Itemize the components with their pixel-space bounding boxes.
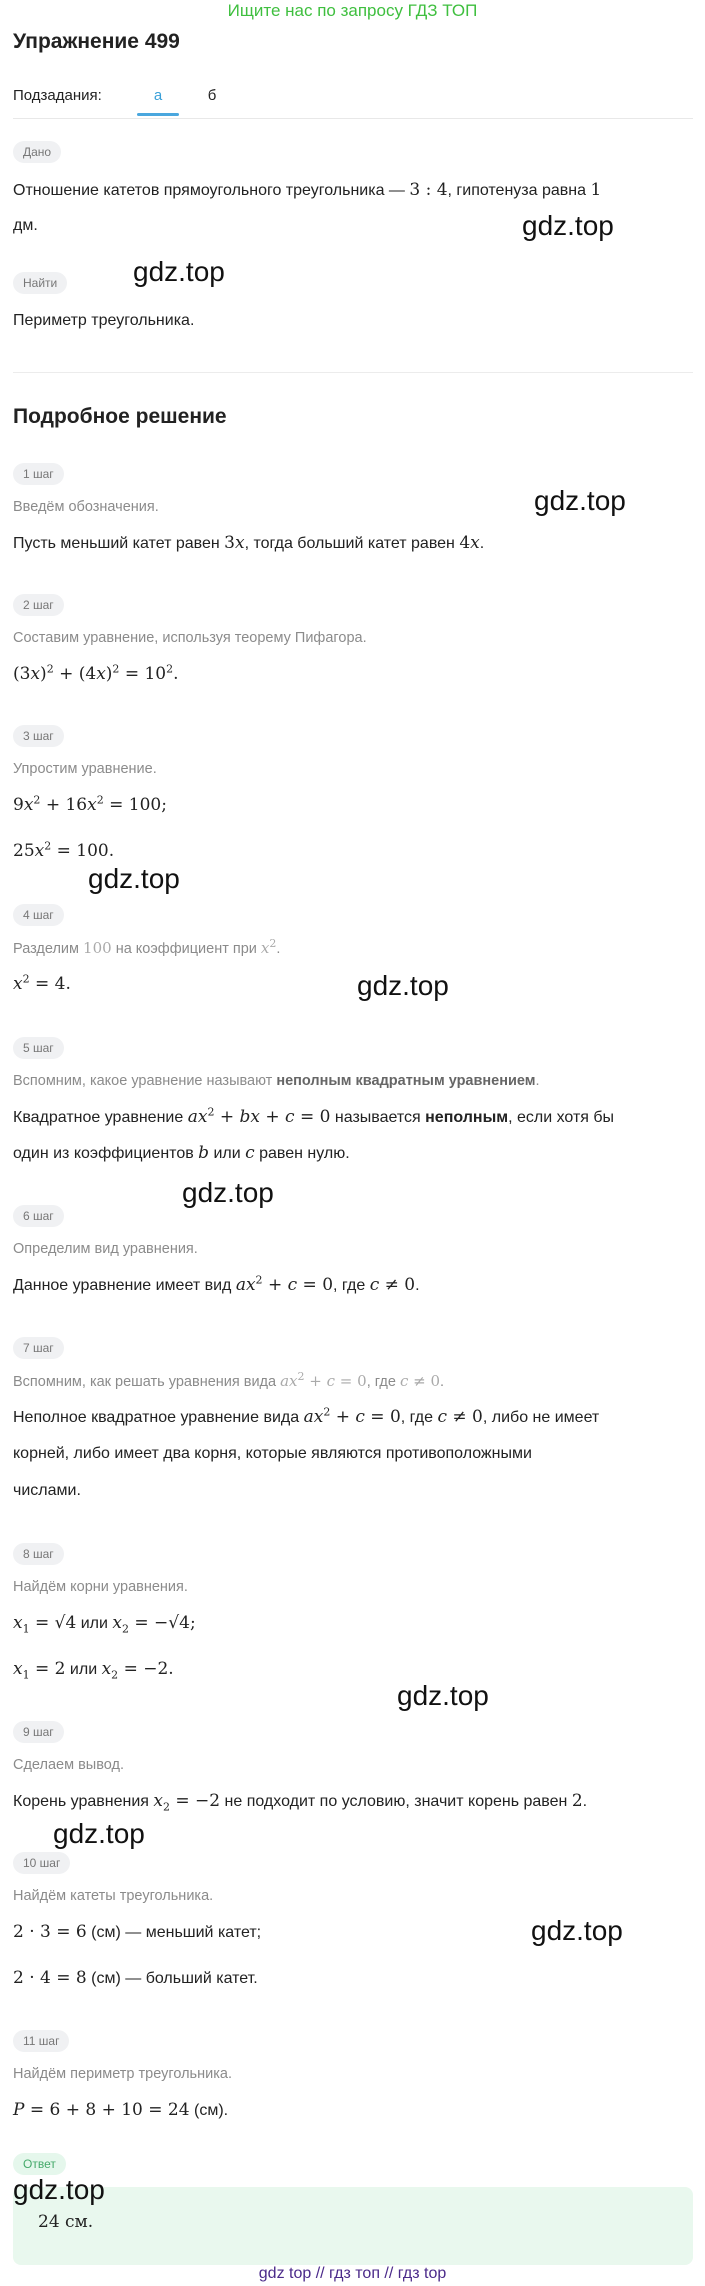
step-8-hint: Найдём корни уравнения.	[13, 1579, 188, 1595]
step-5-badge: 5 шаг	[13, 1037, 64, 1059]
watermark: gdz.top	[531, 1915, 623, 1946]
step-6-text: Данное уравнение имеет вид $ax^2 + c = 0$, где c ≠ 0.	[13, 1273, 420, 1295]
step-2-badge: 2 шаг	[13, 594, 64, 616]
step-9-text: Корень уравнения $x_2 = -2$ не подходит по условию, значит корень равен 2.	[13, 1791, 588, 1814]
step-10-hint: Найдём катеты треугольника.	[13, 1888, 214, 1904]
step-7-text-2: корней, либо имеет два корня, которые являются противоположными	[13, 1445, 532, 1462]
step-2-equation: $(3x)^2 + (4x)^2 = 10^2$.	[13, 662, 179, 684]
step-3-badge: 3 шаг	[13, 725, 64, 747]
step-9-hint: Сделаем вывод.	[13, 1757, 125, 1773]
answer-badge: Ответ	[13, 2153, 66, 2175]
step-7-text-3: числами.	[13, 1482, 81, 1499]
page-title: Упражнение 499	[13, 30, 180, 53]
step-5-text-1: Квадратное уравнение $ax^2$ + bx + c = 0 называется неполным, если хотя бы	[13, 1105, 615, 1127]
watermark: gdz.top	[397, 1680, 489, 1711]
step-11-badge: 11 шаг	[13, 2030, 69, 2052]
step-7-hint: Вспомним, как решать уравнения вида $ax^2 + c = 0$, где c ≠ 0.	[13, 1370, 445, 1390]
section-divider	[13, 372, 693, 373]
step-4-equation: $x^2 = 4$.	[13, 972, 71, 994]
step-11-hint: Найдём периметр треугольника.	[13, 2066, 232, 2082]
step-5-text-2: один из коэффициентов b или c равен нулю.	[13, 1143, 350, 1163]
step-3-equation-1: $9x^2 + 16x^2 = 100$;	[13, 793, 167, 815]
given-line-1: Отношение катетов прямоугольного треугольника — 3 : 4, гипотенуза равна 1	[13, 180, 602, 200]
top-banner: Ищите нас по запросу ГДЗ ТОП	[227, 1, 478, 20]
answer-box	[13, 2187, 693, 2265]
solution-heading: Подробное решение	[13, 405, 227, 428]
watermark: gdz.top	[357, 970, 449, 1001]
step-7-text-1: Неполное квадратное уравнение вида $ax^2 + c = 0$, где c ≠ 0, либо не имеет	[13, 1405, 600, 1427]
step-8-equation-1: $x_1 = √4$ или $x_2 = -√4$;	[13, 1613, 196, 1636]
watermark: gdz.top	[534, 485, 626, 516]
step-1-badge: 1 шаг	[13, 463, 64, 485]
tab-subtask-a[interactable]: а	[137, 84, 179, 108]
subtasks-label: Подзадания:	[13, 87, 102, 104]
step-9-badge: 9 шаг	[13, 1721, 64, 1743]
given-badge: Дано	[13, 141, 61, 163]
step-6-hint: Определим вид уравнения.	[13, 1241, 198, 1257]
watermark: gdz.top	[53, 1818, 145, 1849]
footer-links[interactable]: gdz top // гдз топ // гдз top	[258, 2265, 447, 2282]
step-3-hint: Упростим уравнение.	[13, 761, 157, 777]
step-10-equation-1: 2 · 3 = 6 (см) — меньший катет;	[13, 1922, 262, 1942]
step-8-equation-2: $x_1 = 2$ или $x_2 = -2$.	[13, 1659, 174, 1682]
step-2-hint: Составим уравнение, используя теорему Пифагора.	[13, 630, 367, 646]
watermark: gdz.top	[522, 210, 614, 241]
step-7-badge: 7 шаг	[13, 1337, 64, 1359]
step-1-text: Пусть меньший катет равен 3x, тогда больший катет равен 4x.	[13, 533, 485, 553]
find-text: Периметр треугольника.	[13, 312, 195, 329]
given-line-2: дм.	[13, 217, 38, 234]
step-4-badge: 4 шаг	[13, 904, 64, 926]
answer-text: 24 см.	[38, 2212, 94, 2232]
watermark: gdz.top	[88, 863, 180, 894]
subtask-tabs	[13, 84, 693, 119]
step-11-equation: P = 6 + 8 + 10 = 24 (см).	[13, 2100, 229, 2120]
step-3-equation-2: $25x^2 = 100$.	[13, 839, 115, 861]
step-10-badge: 10 шаг	[13, 1852, 70, 1874]
step-8-badge: 8 шаг	[13, 1543, 64, 1565]
watermark: gdz.top	[133, 256, 225, 287]
watermark: gdz.top	[13, 2174, 105, 2205]
step-1-hint: Введём обозначения.	[13, 499, 159, 515]
step-6-badge: 6 шаг	[13, 1205, 64, 1227]
find-badge: Найти	[13, 272, 67, 294]
watermark: gdz.top	[182, 1177, 274, 1208]
step-10-equation-2: 2 · 4 = 8 (см) — больший катет.	[13, 1968, 258, 1988]
step-5-hint: Вспомним, какое уравнение называют неполным квадратным уравнением.	[13, 1073, 540, 1089]
tab-subtask-b[interactable]: б	[207, 87, 217, 104]
step-4-hint: Разделим 100 на коэффициент при $x^2$.	[13, 937, 281, 957]
